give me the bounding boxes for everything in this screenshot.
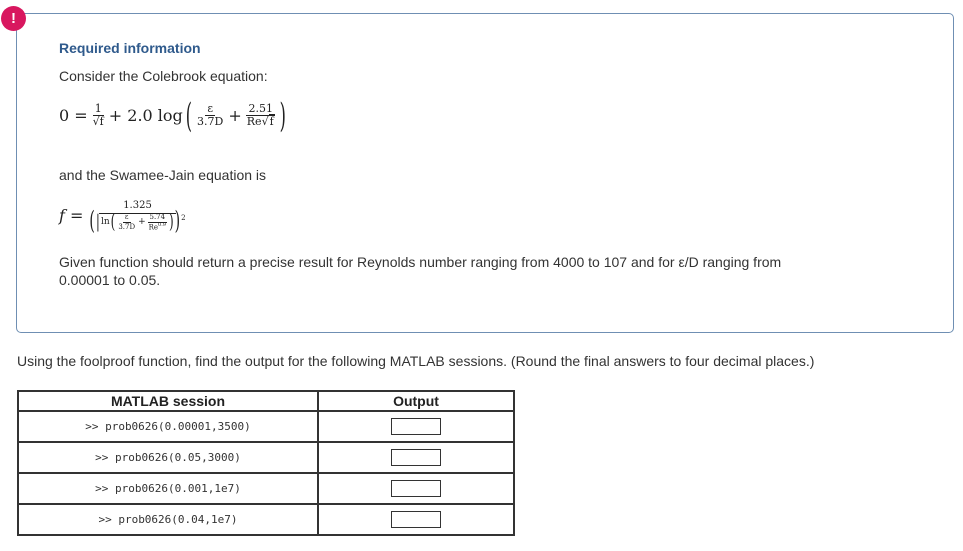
colebrook-plus: + xyxy=(228,106,242,126)
swamee-intro: and the Swamee-Jain equation is xyxy=(59,167,267,183)
colebrook-mid: + 2.0 log xyxy=(108,106,183,126)
colebrook-lhs: 0 = xyxy=(59,106,88,126)
output-cell xyxy=(318,411,514,442)
colebrook-frac-2-den: 3.7D xyxy=(197,115,224,129)
given-line-2: 0.00001 to 0.05. xyxy=(59,272,161,288)
header-matlab-session: MATLAB session xyxy=(18,391,318,411)
answer-input-4[interactable] xyxy=(391,511,441,528)
sqrt-f: √f xyxy=(261,115,274,129)
colebrook-equation xyxy=(59,95,286,136)
info-title: Required information xyxy=(59,40,201,56)
output-cell xyxy=(318,473,514,504)
swamee-lhs: f = xyxy=(59,206,84,226)
swamee-frac-a: $\frac{\varepsilon}{3.7D}$ xyxy=(118,213,136,231)
answer-input-1[interactable] xyxy=(391,418,441,435)
alert-icon: ! xyxy=(1,6,26,31)
swamee-exponent: 2 xyxy=(181,214,186,222)
matlab-session-table xyxy=(17,390,515,536)
session-cell xyxy=(18,442,318,473)
session-cell xyxy=(18,411,318,442)
right-paren: ) xyxy=(279,95,286,136)
question-text: Using the foolproof function, find the output for the following MATLAB sessions. (Round the final answers to four decimal places.) xyxy=(17,353,815,369)
output-cell xyxy=(318,504,514,535)
ln-symbol: ln xyxy=(100,217,110,228)
session-cell xyxy=(18,504,318,535)
colebrook-frac-3-den xyxy=(245,116,277,129)
colebrook-frac-3-num: 2.51 xyxy=(248,102,273,115)
colebrook-frac-1 xyxy=(91,103,106,129)
colebrook-frac-3 xyxy=(245,103,277,129)
header-output: Output xyxy=(318,391,514,411)
table-header-row xyxy=(18,391,514,411)
table-row xyxy=(18,504,514,535)
given-line-1: Given function should return a precise result for Reynolds number ranging from 4000 to 107 and for ε/D ranging from xyxy=(59,254,782,270)
re-symbol: Re xyxy=(246,115,262,129)
session-command: >> prob0626(0.001,1e7) xyxy=(95,482,241,495)
output-cell xyxy=(318,442,514,473)
colebrook-frac-1-num: 1 xyxy=(94,102,102,115)
left-paren: ( xyxy=(185,95,193,136)
colebrook-frac-1-den: √f xyxy=(92,115,104,129)
answer-input-2[interactable] xyxy=(391,449,441,466)
swamee-den: ( | ln ( $\frac{\varepsilon}{3.7D}$ + $\frac{5.74}{Re^{0.9}}$ ) ) $^2$ xyxy=(89,208,186,237)
swamee-main-frac xyxy=(87,200,187,237)
table-row xyxy=(18,442,514,473)
colebrook-intro: Consider the Colebrook equation: xyxy=(59,68,268,84)
swamee-num: 1.325 xyxy=(99,200,176,214)
session-cell xyxy=(18,473,318,504)
colebrook-frac-2-num: ε xyxy=(207,102,214,115)
table-row xyxy=(18,411,514,442)
colebrook-frac-2 xyxy=(195,103,225,129)
swamee-frac-b: $\frac{5.74}{Re^{0.9}}$ xyxy=(148,213,166,232)
session-command: >> prob0626(0.00001,3500) xyxy=(85,420,251,433)
table-row xyxy=(18,473,514,504)
swamee-jain-equation xyxy=(59,200,188,237)
session-command: >> prob0626(0.05,3000) xyxy=(95,451,241,464)
answer-input-3[interactable] xyxy=(391,480,441,497)
session-command: >> prob0626(0.04,1e7) xyxy=(98,513,238,526)
